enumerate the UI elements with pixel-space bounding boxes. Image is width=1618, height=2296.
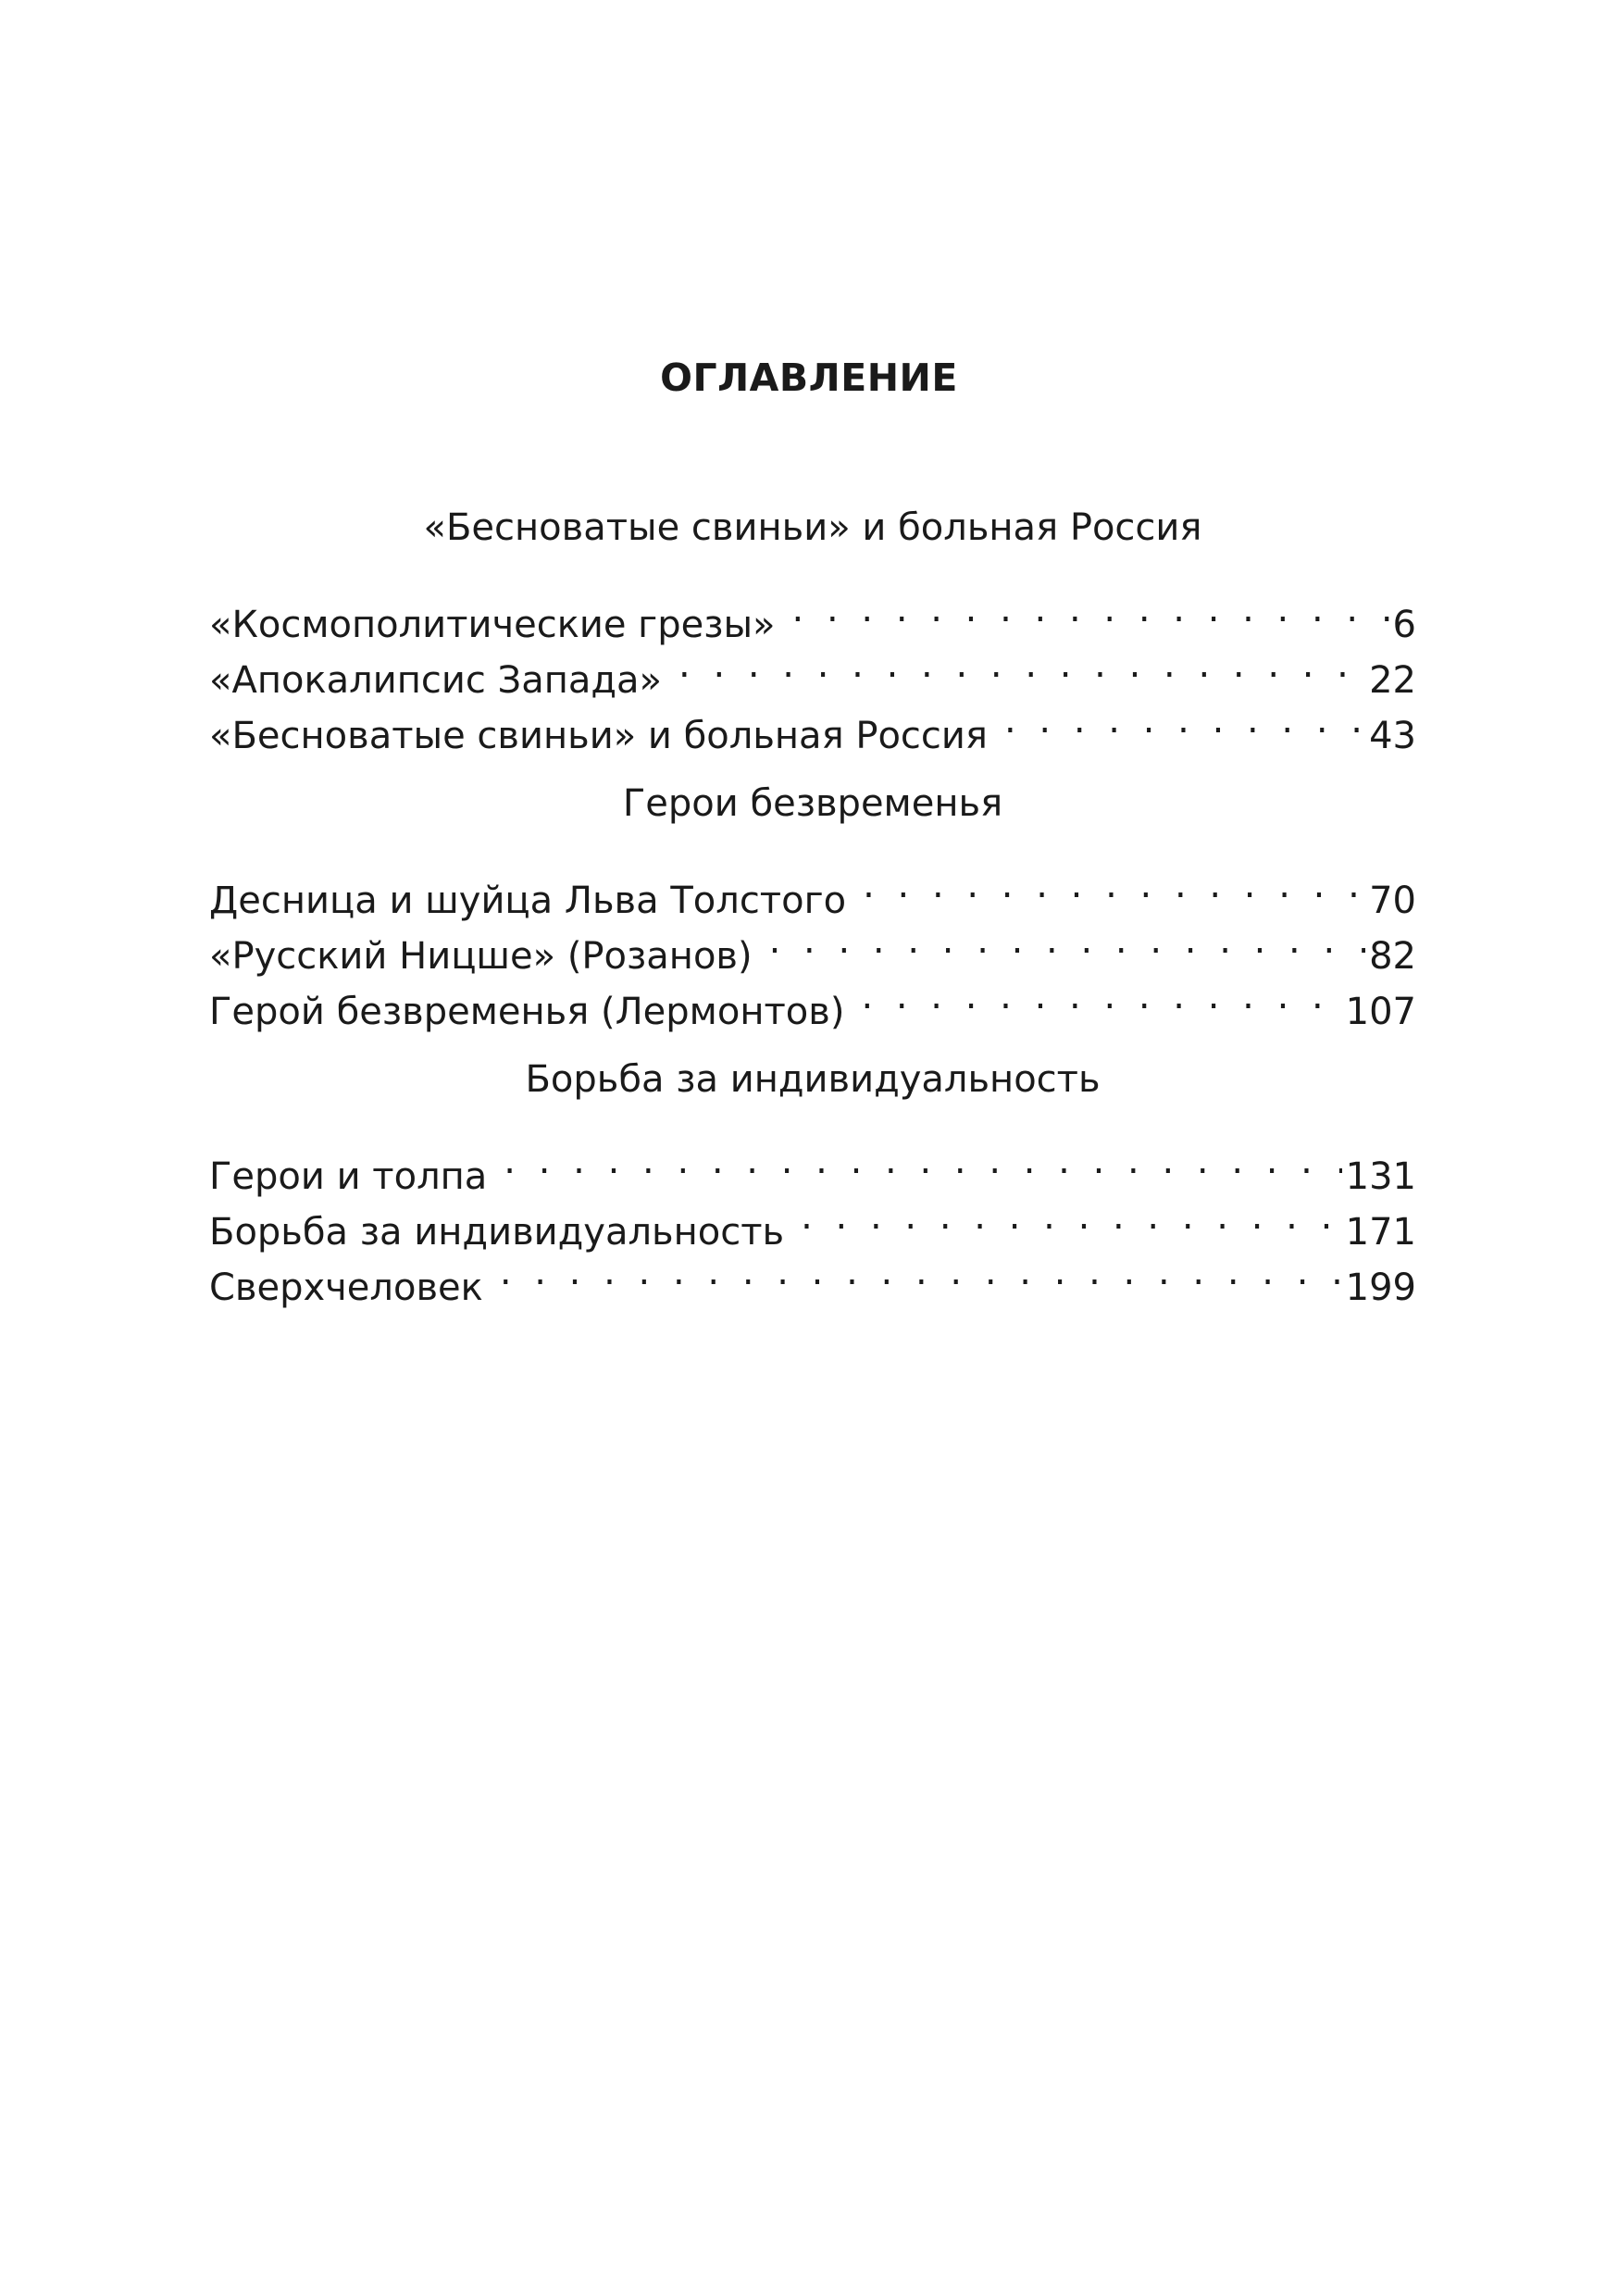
toc-entry-page-number: 131 xyxy=(1342,1149,1416,1204)
toc-entry-page-number: 22 xyxy=(1365,653,1416,708)
toc-entry-page-number: 6 xyxy=(1389,597,1416,653)
toc-entry-title: Герои и толпа xyxy=(209,1155,488,1198)
section-heading: «Бесноватые свиньи» и больная Россия xyxy=(423,506,1202,549)
toc-entry-title: «Русский Ницше» (Розанов) xyxy=(209,935,753,978)
toc-entry-list xyxy=(209,857,1416,1033)
toc-entry[interactable] xyxy=(209,1133,1416,1198)
toc-entry-list xyxy=(209,581,1416,757)
toc-entry-title: «Апокалипсис Запада» xyxy=(209,659,663,702)
toc-entry[interactable] xyxy=(209,581,1416,646)
dot-leader xyxy=(861,968,1341,1024)
toc-entry-page-number: 171 xyxy=(1342,1204,1416,1260)
toc-entry-page-number: 107 xyxy=(1342,984,1416,1040)
section-heading: Борьба за индивидуальность xyxy=(525,1058,1101,1101)
dot-leader xyxy=(500,1244,1342,1300)
dot-leader xyxy=(863,857,1365,913)
dot-leader xyxy=(792,581,1389,637)
dot-leader xyxy=(504,1133,1341,1189)
toc-entry-title: Десница и шуйца Льва Толстого xyxy=(209,880,847,922)
toc-entry-title: Сверхчеловек xyxy=(209,1267,483,1309)
toc-entry-page-number: 43 xyxy=(1365,708,1416,764)
toc-entry-list xyxy=(209,1133,1416,1309)
toc-section xyxy=(209,500,1416,757)
toc-entry-title: «Бесноватые свиньи» и больная Россия xyxy=(209,715,988,757)
toc-title: ОГЛАВЛЕНИЕ xyxy=(660,356,958,400)
toc-section xyxy=(209,776,1416,1033)
dot-leader xyxy=(678,637,1365,693)
toc-entry-title: Борьба за индивидуальность xyxy=(209,1211,785,1254)
toc-section xyxy=(209,1052,1416,1309)
toc-entry[interactable] xyxy=(209,857,1416,922)
dot-leader xyxy=(801,1189,1342,1244)
toc-entry-page-number: 82 xyxy=(1365,929,1416,984)
toc-entry-title: «Космополитические грезы» xyxy=(209,604,776,646)
toc-entry-page-number: 199 xyxy=(1342,1260,1416,1316)
dot-leader xyxy=(1004,693,1365,748)
section-heading: Герои безвременья xyxy=(622,782,1003,825)
toc-entry-page-number: 70 xyxy=(1365,873,1416,929)
toc-entry-title: Герой безвременья (Лермонтов) xyxy=(209,991,845,1033)
dot-leader xyxy=(769,913,1365,968)
